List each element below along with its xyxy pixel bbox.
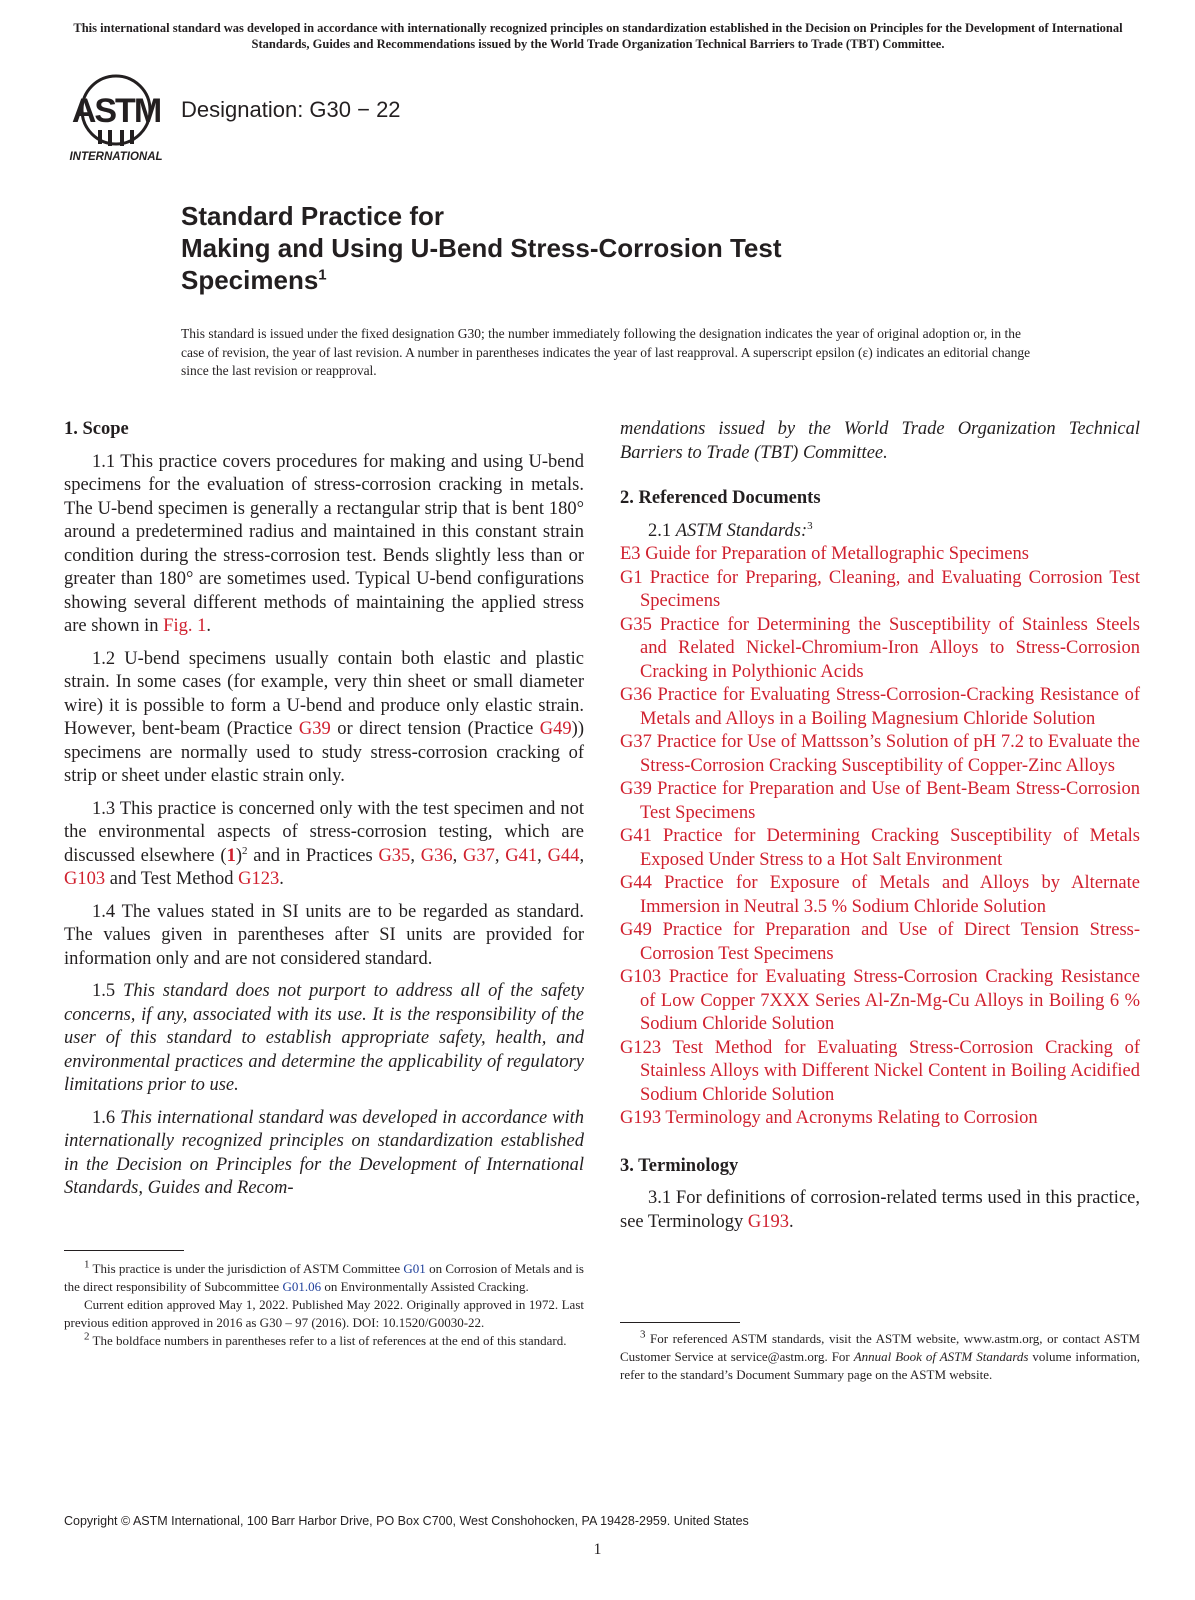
section-heading-scope: 1. Scope — [64, 419, 129, 439]
referenced-standard-item — [620, 684, 1140, 731]
standard-code-link[interactable]: G37 — [620, 732, 652, 752]
standard-code-link[interactable]: G49 — [620, 920, 652, 940]
standard-code-link[interactable]: G103 — [620, 967, 662, 987]
right-column — [620, 418, 1140, 1243]
standard-code-link[interactable]: G41 — [620, 826, 652, 846]
paragraph-1-6-continued: mendations issued by the World Trade Organization Technical Barriers to Trade (TBT) Committee. — [620, 419, 1140, 463]
reference-1-link[interactable]: 1 — [226, 845, 236, 866]
standard-title-link[interactable]: Practice for Evaluating Stress-Corrosion Cracking Resistance of Low Copper 7XXX Series Al-Zn-Mg-Cu Alloys in Boiling 6 % Sodium Chloride Solution — [640, 967, 1140, 1034]
g103-link[interactable]: G103 — [64, 869, 106, 889]
standard-code-link[interactable]: G39 — [620, 779, 652, 799]
paragraph-1-3: 1.3 This practice is concerned only with the test specimen and not the environmental aspects of stress-corrosion testing, which are discussed elsewhere $(1)^2$ and in Practices G35, G36, G37, G41, G44, G103 and Test Method G123. — [64, 798, 585, 889]
paragraph-1-5: 1.5 This standard does not purport to address all of the safety concerns, if any, associated with its use. It is the responsibility of the user of this standard to establish appropriate safety, health, and environmental practices and determine the applicability of regulatory limitations prior to use. — [64, 981, 584, 1095]
title-footnote-mark: 1 — [318, 266, 327, 284]
g01-link[interactable]: G01 — [403, 1261, 426, 1276]
standard-title-link[interactable]: Practice for Preparing, Cleaning, and Evaluating Corrosion Test Specimens — [640, 567, 1140, 611]
paragraph-1-4: 1.4 The values stated in SI units are to be regarded as standard. The values given in parentheses after SI units are provided for information only and are not considered standard. — [64, 901, 584, 969]
standard-code-link[interactable]: G1 — [620, 567, 643, 588]
footnote-3: $^3$ For referenced ASTM standards, visit the ASTM website, www.astm.org, or contact ASTM Customer Service at service@astm.org. For Annual Book of ASTM Standards volume information, refer to the standard’s Document Summary page on the ASTM website. — [620, 1328, 1141, 1382]
g44-link[interactable]: G44 — [547, 845, 580, 866]
g193-link[interactable]: G193 — [747, 1211, 789, 1232]
paragraph-1-2: 1.2 U-bend specimens usually contain both elastic and plastic strain. In some cases (for example, very thin sheet or small diameter wire) it is possible to form a U-bend and produce only elastic strain. However, bent-beam (Practice G39 or direct tension (Practice G49)) specimens are normally used to study stress-corrosion cracking of strip or sheet under elastic strain only. — [64, 648, 584, 786]
referenced-standard-item — [620, 919, 1140, 966]
paragraph-1-1: 1.1 This practice covers procedures for making and using U-bend specimens for the evaluation of stress-corrosion cracking in metals. The U-bend specimen is generally a rectangular strip that is bent 180° around a predetermined radius and maintained in this constant strain condition during the stress-corrosion test. Bends slightly less than or greater than 180° are sometimes used. Typical U-bend configurations showing several different methods of maintaining the applied stress are shown in Fig. 1. — [64, 451, 584, 636]
standard-title-link[interactable]: Practice for Exposure of Metals and Alloys by Alternate Immersion in Neutral 3.5 % Sodium Chloride Solution — [640, 873, 1140, 917]
logo-text: INTERNATIONAL — [69, 151, 163, 163]
paragraph-3-1: 3.1 For definitions of corrosion-related terms used in this practice, see Terminology G193. — [620, 1188, 1140, 1232]
referenced-standard-item — [620, 1107, 1140, 1131]
g41-link[interactable]: G41 — [505, 845, 538, 866]
footnote-2: $^2$ The boldface numbers in parentheses refer to a list of references at the end of this standard. — [84, 1330, 567, 1348]
standard-title-link[interactable]: Test Method for Evaluating Stress-Corrosion Cracking of Stainless Alloys with Different Nickel Content in Boiling Acidified Sodium Chloride Solution — [640, 1037, 1140, 1105]
astm-standards-subheading: 2.1 ASTM Standards:$^3$ — [648, 519, 813, 541]
section-heading-referenced-documents: 2. Referenced Documents — [620, 488, 821, 508]
referenced-standard-item — [620, 731, 1140, 778]
standard-title-link[interactable]: Terminology and Acronyms Relating to Corrosion — [665, 1108, 1038, 1128]
referenced-standard-item — [620, 567, 1140, 614]
g123-link[interactable]: G123 — [238, 869, 280, 889]
designation: Designation: G30 − 22 — [181, 97, 401, 122]
standard-code-link[interactable]: E3 — [620, 544, 641, 564]
referenced-standard-item — [620, 825, 1140, 872]
left-column — [64, 418, 584, 1210]
standard-code-link[interactable]: G44 — [620, 873, 652, 893]
title-line-1: Standard Practice for — [181, 201, 444, 231]
footnote-1-edition: Current edition approved May 1, 2022. Published May 2022. Originally approved in 1972. Last previous edition approved in 2016 as G30 – 97 (2016). DOI: 10.1520/G0030-22. — [64, 1297, 584, 1330]
section-heading-terminology: 3. Terminology — [620, 1155, 739, 1176]
referenced-standard-item — [620, 614, 1140, 685]
standard-code-link[interactable]: G36 — [620, 685, 652, 705]
footnote-divider-right — [620, 1322, 740, 1323]
standard-title-link[interactable]: Practice for Preparation and Use of Direct Tension Stress-Corrosion Test Specimens — [640, 920, 1141, 964]
referenced-standard-item — [620, 1037, 1140, 1108]
footnotes-left — [64, 1260, 584, 1350]
standard-title-link[interactable]: Practice for Preparation and Use of Bent-Beam Stress-Corrosion Test Specimens — [640, 779, 1140, 823]
standard-title-link[interactable]: Practice for Evaluating Stress-Corrosion-Cracking Resistance of Metals and Alloys in a Boiling Magnesium Chloride Solution — [640, 685, 1140, 729]
wto-notice: This international standard was developed in accordance with internationally recognized principles on standardization established in the Decision on Principles for the Development of International Standards, Guides and Recommendations issued by the World Trade Organization Technical Barriers to Trade (TBT) Committee. — [73, 21, 1123, 51]
g37-link[interactable]: G37 — [463, 845, 495, 866]
g39-link[interactable]: G39 — [298, 719, 331, 739]
referenced-standard-item — [620, 778, 1140, 825]
g49-link[interactable]: G49 — [539, 719, 572, 739]
referenced-standards-list — [620, 543, 1140, 1131]
standard-title-link[interactable]: Guide for Preparation of Metallographic Specimens — [645, 544, 1029, 564]
astm-logo — [64, 70, 168, 166]
standard-title-link[interactable]: Practice for Use of Mattsson’s Solution of pH 7.2 to Evaluate the Stress-Corrosion Cracking Susceptibility of Copper-Zinc Alloys — [640, 732, 1140, 776]
standard-code-link[interactable]: G123 — [620, 1037, 662, 1058]
footnotes-right — [620, 1330, 1140, 1384]
paragraph-1-6: 1.6 This international standard was developed in accordance with internationally recognized principles on standardization established in the Decision on Principles for the Development of International Standards, Guides and Recom- — [64, 1107, 585, 1198]
title-line-2: Making and Using U-Bend Stress-Corrosion Test — [181, 233, 782, 263]
g36-link[interactable]: G36 — [420, 845, 453, 866]
footnote-1: $^1$ This practice is under the jurisdiction of ASTM Committee G01 on Corrosion of Metals and is the direct responsibility of Subcommittee G01.06 on Environmentally Assisted Cracking. — [64, 1258, 584, 1294]
logo-letters: ASTM — [71, 92, 161, 130]
referenced-standard-item — [620, 966, 1140, 1037]
page-number: 1 — [593, 1541, 602, 1558]
standard-title-link[interactable]: Practice for Determining the Susceptibility of Stainless Steels and Related Nickel-Chromium-Iron Alloys to Stress-Corrosion Cracking in Polythionic Acids — [640, 614, 1140, 682]
g35-link[interactable]: G35 — [378, 845, 411, 866]
standard-code-link[interactable]: G193 — [620, 1108, 662, 1128]
g01-06-link[interactable]: G01.06 — [282, 1279, 322, 1294]
fig-1-link[interactable]: Fig. 1 — [163, 616, 207, 636]
copyright-line: Copyright © ASTM International, 100 Barr Harbor Drive, PO Box C700, West Conshohocken, PA 19428-2959. United States — [64, 1514, 749, 1528]
astm-logo-icon — [64, 70, 168, 150]
issue-note: This standard is issued under the fixed designation G30; the number immediately following the designation indicates the year of original adoption or, in the case of revision, the year of last revision. A number in parentheses indicates the year of last reapproval. A superscript epsilon (ε) indicates an editorial change since the last revision or reapproval. — [181, 326, 1031, 378]
footnote-divider-left — [64, 1250, 184, 1251]
standard-code-link[interactable]: G35 — [620, 614, 652, 635]
document-title — [181, 200, 961, 296]
referenced-standard-item — [620, 872, 1140, 919]
standard-title-link[interactable]: Practice for Determining Cracking Susceptibility of Metals Exposed Under Stress to a Hot Salt Environment — [640, 826, 1140, 870]
referenced-standard-item — [620, 543, 1140, 567]
title-line-3: Specimens$^1$ — [181, 265, 327, 295]
